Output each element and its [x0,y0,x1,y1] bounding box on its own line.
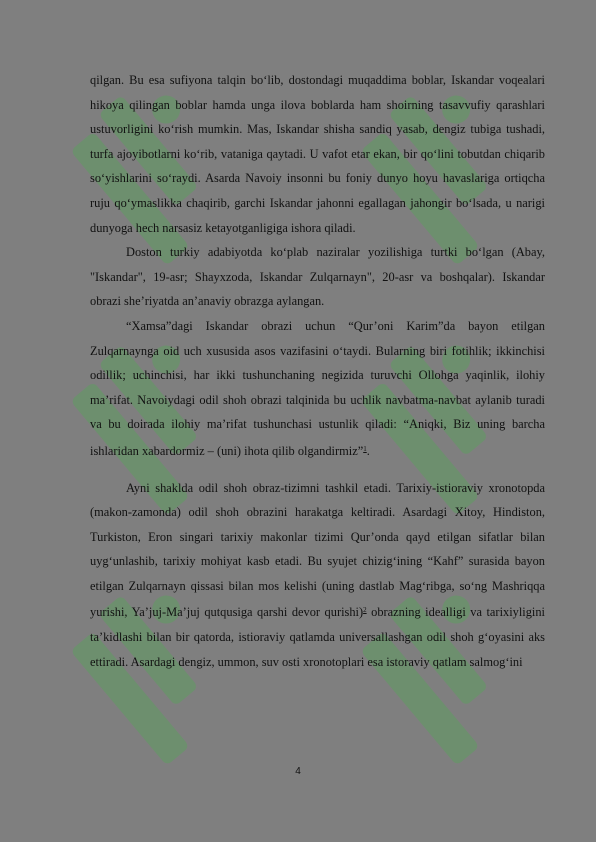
page-body [90,68,545,674]
paragraph: qilgan. Bu esa sufiyona talqin boʻlib, dostondagi muqaddima boblar, Iskandar voqealari hikoya qilingan boblar hamda unga ilova boblarda ham shoirning tasavvufiy qarashlari ustuvorligini koʻrish mumkin. Mas, Iskandar shisha sandiq yasab, dengiz tubiga tushadi, turfa ajoyibotlarni koʻrib, vataniga qaytadi. U vafot etar ekan, bir qoʻlini tobutdan chiqarib soʻyishlarini soʻraydi. Asarda Navoiy insonni bu foniy dunyo hoyu havaslariga ortiqcha ruju qoʻymaslikka chaqirib, garchi Iskandar jahonni egallagan jahongir boʻlsada, u narigi dunyoga hech narsasiz ketayotganligiga ishora qiladi. [90,73,545,235]
page-number: 4 [295,766,301,777]
paragraph-text: . [366,443,370,458]
paragraph: Doston turkiy adabiyotda koʻplab naziralar yozilishiga turtki boʻlgan (Abay, "Iskandar", 19-asr; Shayxzoda, Iskandar Zulqarnayn", 20-asr va boshqalar). Iskandar obrazi she’riyatda an’anaviy obrazga aylangan. [90,245,545,309]
paragraph [90,314,545,464]
footnote-ref[interactable]: 1 [363,444,367,453]
footnote-ref[interactable]: 2 [363,606,367,615]
paragraph-text: “Xamsa”dagi Iskandar obrazi uchun “Qur’oni Karim”da bayon etilgan Zulqarnaynga oid uch xususida asos vazifasini oʻtaydi. Bularning biri fotihlik; ikkinchisi odillik; uchinchisi, har ikki tushunchaning negizida turuvchi Ollohga yaqinlik, ilohiy ma’rifat. Navoiydagi odil shoh obrazi talqinida bu uchlik navbatma-navbat aylanib turadi va bu doirada ilohiy ma’rifat tushunchasi ustunlik qiladi: “Aniqki, Biz uning barcha ishlaridan xabardormiz – (uni) ihota qilib olgandirmiz” [90,318,545,458]
paragraph-text: obrazning idealligi va tarixiyligini ta’kidlashi bilan bir qatorda, istioraviy qatlamda universallashgan odil shoh gʻoyasini aks ettiradi. Asardagi dengiz, ummon, suv osti xronotoplari esa istoraviy qatlam salmogʻini [90,605,545,669]
paragraph-text: Ayni shaklda odil shoh obraz-tizimni tashkil etadi. Tarixiy-istioraviy xronotopda (makon-zamonda) odil shoh obrazini harakatga keltiradi. Asardagi Xitoy, Hindiston, Turkiston, Eron singari tarixiy makonlar tizimi Qur’onda qayd etilgan sifatlar bilan uygʻunlashib, tarixiy mohiyat kasb etadi. Bu syujet chizigʻining “Kahf” surasida bayon etilgan Zulqarnayn qissasi bilan mos kelishi (uning dastlab Magʻribga, soʻng Mashriqqa yurishi, Yaʼjuj-Maʼjuj qutqusiga qarshi devor qurishi) [90,480,545,620]
paragraph [90,476,545,675]
